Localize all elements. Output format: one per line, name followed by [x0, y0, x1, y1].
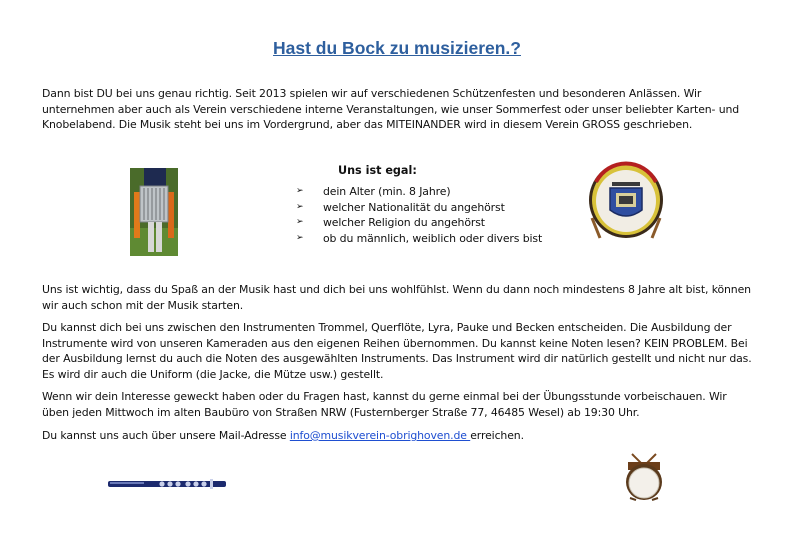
list-item: ➢ welcher Nationalität du angehörst [296, 200, 505, 214]
arrow-bullet-icon: ➢ [296, 201, 304, 212]
paragraph-visit: Wenn wir dein Interesse geweckt haben oder du Fragen hast, kannst du gerne einmal bei der Übungsstunde vorbeischauen. Wir üben jeden Mittwoch im alten Baubüro von Straßen NRW (Fusternberger Straße 77, 46485 Wesel) ab 19:30 Uhr. [42, 390, 727, 419]
contact-paragraph: Du kannst uns auch über unsere Mail-Adresse info@musikverein-obrighoven.de erreichen. [42, 429, 524, 442]
page-title: Hast du Bock zu musizieren.? [273, 38, 521, 58]
drum-crest-photo [588, 160, 664, 242]
arrow-bullet-icon: ➢ [296, 217, 304, 228]
list-item: ➢ ob du männlich, weiblich oder divers bist [296, 231, 543, 245]
flute-image [106, 478, 228, 490]
list-heading: Uns ist egal: [338, 164, 417, 177]
intro-paragraph: Dann bist DU bei uns genau richtig. Seit 2013 spielen wir auf verschiedenen Schützenfesten und besonderen Anlässen. Wir unternehmen aber auch als Verein verschiedene interne Veranstaltungen, wie unser Sommerfest oder unser beliebter Karten- und Knobelabend. Die Musik steht bei uns im Vordergrund, aber das MITEINANDER wird in diesem Verein GROSS geschrieben. [42, 87, 740, 132]
list-item: ➢ welcher Religion du angehörst [296, 216, 485, 230]
small-drum-image [624, 452, 664, 502]
lyra-photo [130, 168, 178, 256]
email-link[interactable]: info@musikverein-obrighoven.de [289, 429, 471, 442]
requirements-list [296, 184, 542, 246]
paragraph-instruments: Du kannst dich bei uns zwischen den Instrumenten Trommel, Querflöte, Lyra, Pauke und Becken entscheiden. Die Ausbildung der Instrumente wird von unseren Kameraden aus den eigenen Reihen übernommen. Du kannst keine Noten lesen? KEIN PROBLEM. Bei der Ausbildung lernst du auch die Noten des ausgewählten Instruments. Das Instrument wird dir natürlich gestellt und nicht nur das. Es wird dir auch die Uniform (die Jacke, die Mütze usw.) gestellt. [42, 321, 752, 381]
arrow-bullet-icon: ➢ [296, 186, 304, 196]
arrow-bullet-icon: ➢ [296, 232, 304, 243]
paragraph-fun: Uns ist wichtig, dass du Spaß an der Musik hast und dich bei uns wohlfühlst. Wenn du dann noch mindestens 8 Jahre alt bist, können wir auch schon mit der Musik starten. [42, 283, 751, 312]
list-item: ➢ dein Alter (min. 8 Jahre) [296, 185, 451, 198]
